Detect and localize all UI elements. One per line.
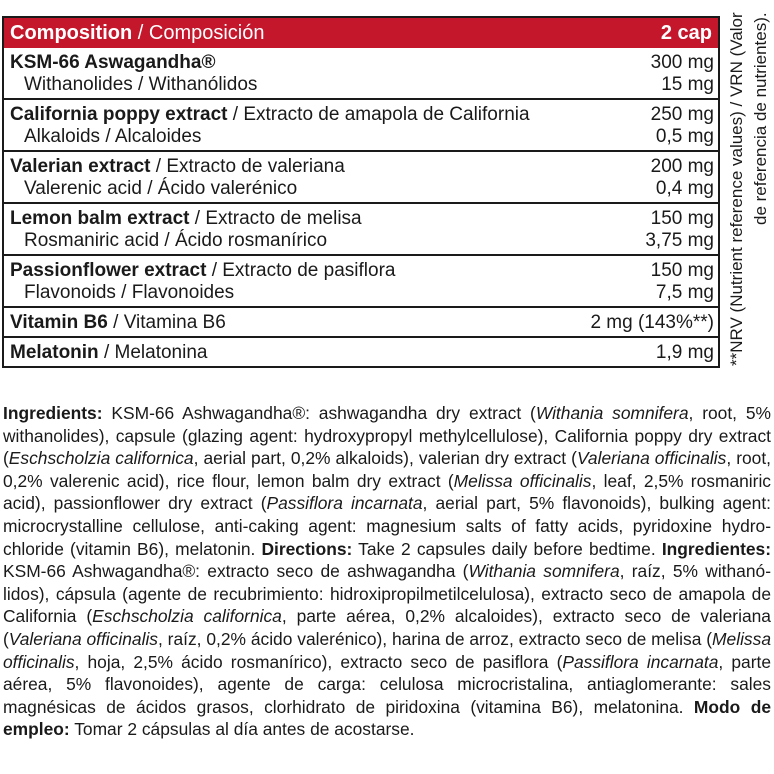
section-label: Directions: (261, 538, 353, 559)
nutrient-row (10, 104, 714, 126)
nutrient-group (4, 306, 718, 336)
nutrient-name: Valerenic acid / Ácido valerénico (24, 178, 298, 199)
nutrient-subrow (10, 282, 714, 304)
nrv-footnote (724, 12, 774, 390)
nutrient-amount: 15 mg (661, 74, 714, 95)
ingredients-segment: , parte aérea, 0,2% alcaloides), extracto seco de valeriana ( (3, 606, 771, 649)
ingredients-segment: , parte aérea, 5% flavonoides), agente de carga: celulosa microcristalina, antiaglomerante: sales magnésicas de ácidos grasos, clorhidrato de piridoxina (vitamina B6), melatonina. (3, 651, 771, 717)
nutrient-amount: 150 mg (650, 208, 714, 229)
latin-name: Melissa officinalis (453, 470, 592, 491)
nutrient-subrow (10, 126, 714, 148)
dose-label: 2 cap (660, 21, 712, 44)
nutrient-row (10, 342, 714, 364)
nrv-footnote-line1: **NRV (Nutrient reference values) / VRN (Valor (727, 12, 746, 366)
nutrient-groups (4, 48, 718, 366)
section-label: Ingredients: (3, 403, 103, 423)
nutrient-row (10, 156, 714, 178)
ingredients-segment: Take 2 capsules daily before bedtime. (352, 538, 662, 559)
nutrient-amount: 250 mg (650, 104, 714, 125)
latin-name: Passiflora incarnata (562, 651, 719, 672)
latin-name: Passiflora incarnata (266, 493, 423, 514)
composition-header (4, 18, 718, 48)
ingredients-segment: KSM-66 Ashwagandha®: ashwagandha dry extract ( (102, 403, 536, 423)
nutrient-name: California poppy extract / Extracto de amapola de California (10, 104, 530, 125)
ingredients-segment: , aerial part, 5% flavonoids), bulking agent: microcrystalline cellulose, anti-caking agent: magnesium salts of fatty acids, pyridoxine hydro-chloride (vitamin B6), melatonin. (3, 493, 772, 559)
nutrient-amount: 1,9 mg (655, 342, 714, 363)
nutrient-amount: 2 mg (143%**) (590, 312, 714, 333)
ingredients-segment: , root, 5% withanolides), capsule (glazing agent: hydroxypropyl methylcellulose), California poppy dry extract ( (3, 403, 771, 469)
nutrient-name: Passionflower extract / Extracto de pasiflora (10, 260, 396, 281)
nutrient-amount: 200 mg (650, 156, 714, 177)
nutrient-name: Alkaloids / Alcaloides (24, 126, 202, 147)
nutrient-name: Flavonoids / Flavonoides (24, 282, 235, 303)
nutrient-amount: 300 mg (650, 52, 714, 73)
nutrient-amount: 0,5 mg (655, 126, 714, 147)
ingredients-segment: , leaf, 2,5% rosmaniric acid), passionflower dry extract ( (3, 470, 771, 514)
latin-name: Eschscholzia californica (92, 606, 282, 627)
latin-name: Melissa officinalis (3, 628, 771, 672)
nutrient-group (4, 254, 718, 306)
section-label: Ingredientes: (661, 538, 772, 559)
latin-name: Valeriana officinalis (8, 628, 158, 649)
nutrient-row (10, 208, 714, 230)
nutrient-name: Withanolides / Withanólidos (24, 74, 258, 95)
nutrient-amount: 150 mg (650, 260, 714, 281)
ingredients-segment: , root, 0,2% valerenic acid), rice flour, lemon balm dry extract ( (3, 448, 771, 491)
nutrient-row (10, 312, 714, 334)
nutrient-row (10, 260, 714, 282)
header-title: Composition / Composición (10, 21, 265, 44)
latin-name: Eschscholzia californica (8, 448, 194, 469)
nutrient-amount: 3,75 mg (645, 230, 714, 251)
ingredients-segment: Tomar 2 cápsulas al día antes de acostarse. (69, 719, 415, 740)
latin-name: Withania somnifera (468, 561, 620, 582)
composition-table (2, 16, 720, 368)
nutrient-subrow (10, 230, 714, 252)
nutrient-name: Rosmaniric acid / Ácido rosmanírico (24, 230, 328, 251)
nutrient-name: Melatonin / Melatonina (10, 342, 208, 363)
latin-name: Withania somnifera (535, 403, 689, 423)
nutrient-name: Lemon balm extract / Extracto de melisa (10, 208, 362, 229)
ingredients-segment: , raíz, 5% withanó-lidos), cápsula (agente de recubrimiento: hidroxipropilmetilcelulosa), extracto seco de amapola de California ( (3, 561, 771, 627)
nutrient-group (4, 202, 718, 254)
nutrient-subrow (10, 178, 714, 200)
ingredients-segment: KSM-66 Ashwagandha®: extracto seco de ashwagandha ( (3, 561, 469, 582)
latin-name: Valeriana officinalis (576, 448, 727, 469)
ingredients-segment: , raíz, 0,2% ácido valerénico), harina de arroz, extracto seco de melisa ( (158, 628, 713, 649)
nutrient-group (4, 336, 718, 366)
nutrient-amount: 0,4 mg (655, 178, 714, 199)
nutrient-name: Valerian extract / Extracto de valeriana (10, 156, 345, 177)
nutrient-name: Vitamin B6 / Vitamina B6 (10, 312, 226, 333)
nutrient-name: KSM-66 Aswagandha® (10, 52, 216, 73)
nrv-footnote-line2: de referencia de nutrientes). (751, 12, 770, 225)
ingredients-segment: , hoja, 2,5% ácido rosmanírico), extracto seco de pasiflora ( (74, 651, 563, 672)
nutrient-row (10, 52, 714, 74)
section-label: Modo de empleo: (3, 696, 771, 740)
nutrient-group (4, 98, 718, 150)
nutrient-amount: 7,5 mg (655, 282, 714, 303)
ingredients-segment: , aerial part, 0,2% alkaloids), valerian dry extract ( (193, 448, 577, 469)
ingredients-text (3, 402, 771, 741)
nutrient-group (4, 48, 718, 98)
nutrient-group (4, 150, 718, 202)
nutrient-subrow (10, 74, 714, 96)
